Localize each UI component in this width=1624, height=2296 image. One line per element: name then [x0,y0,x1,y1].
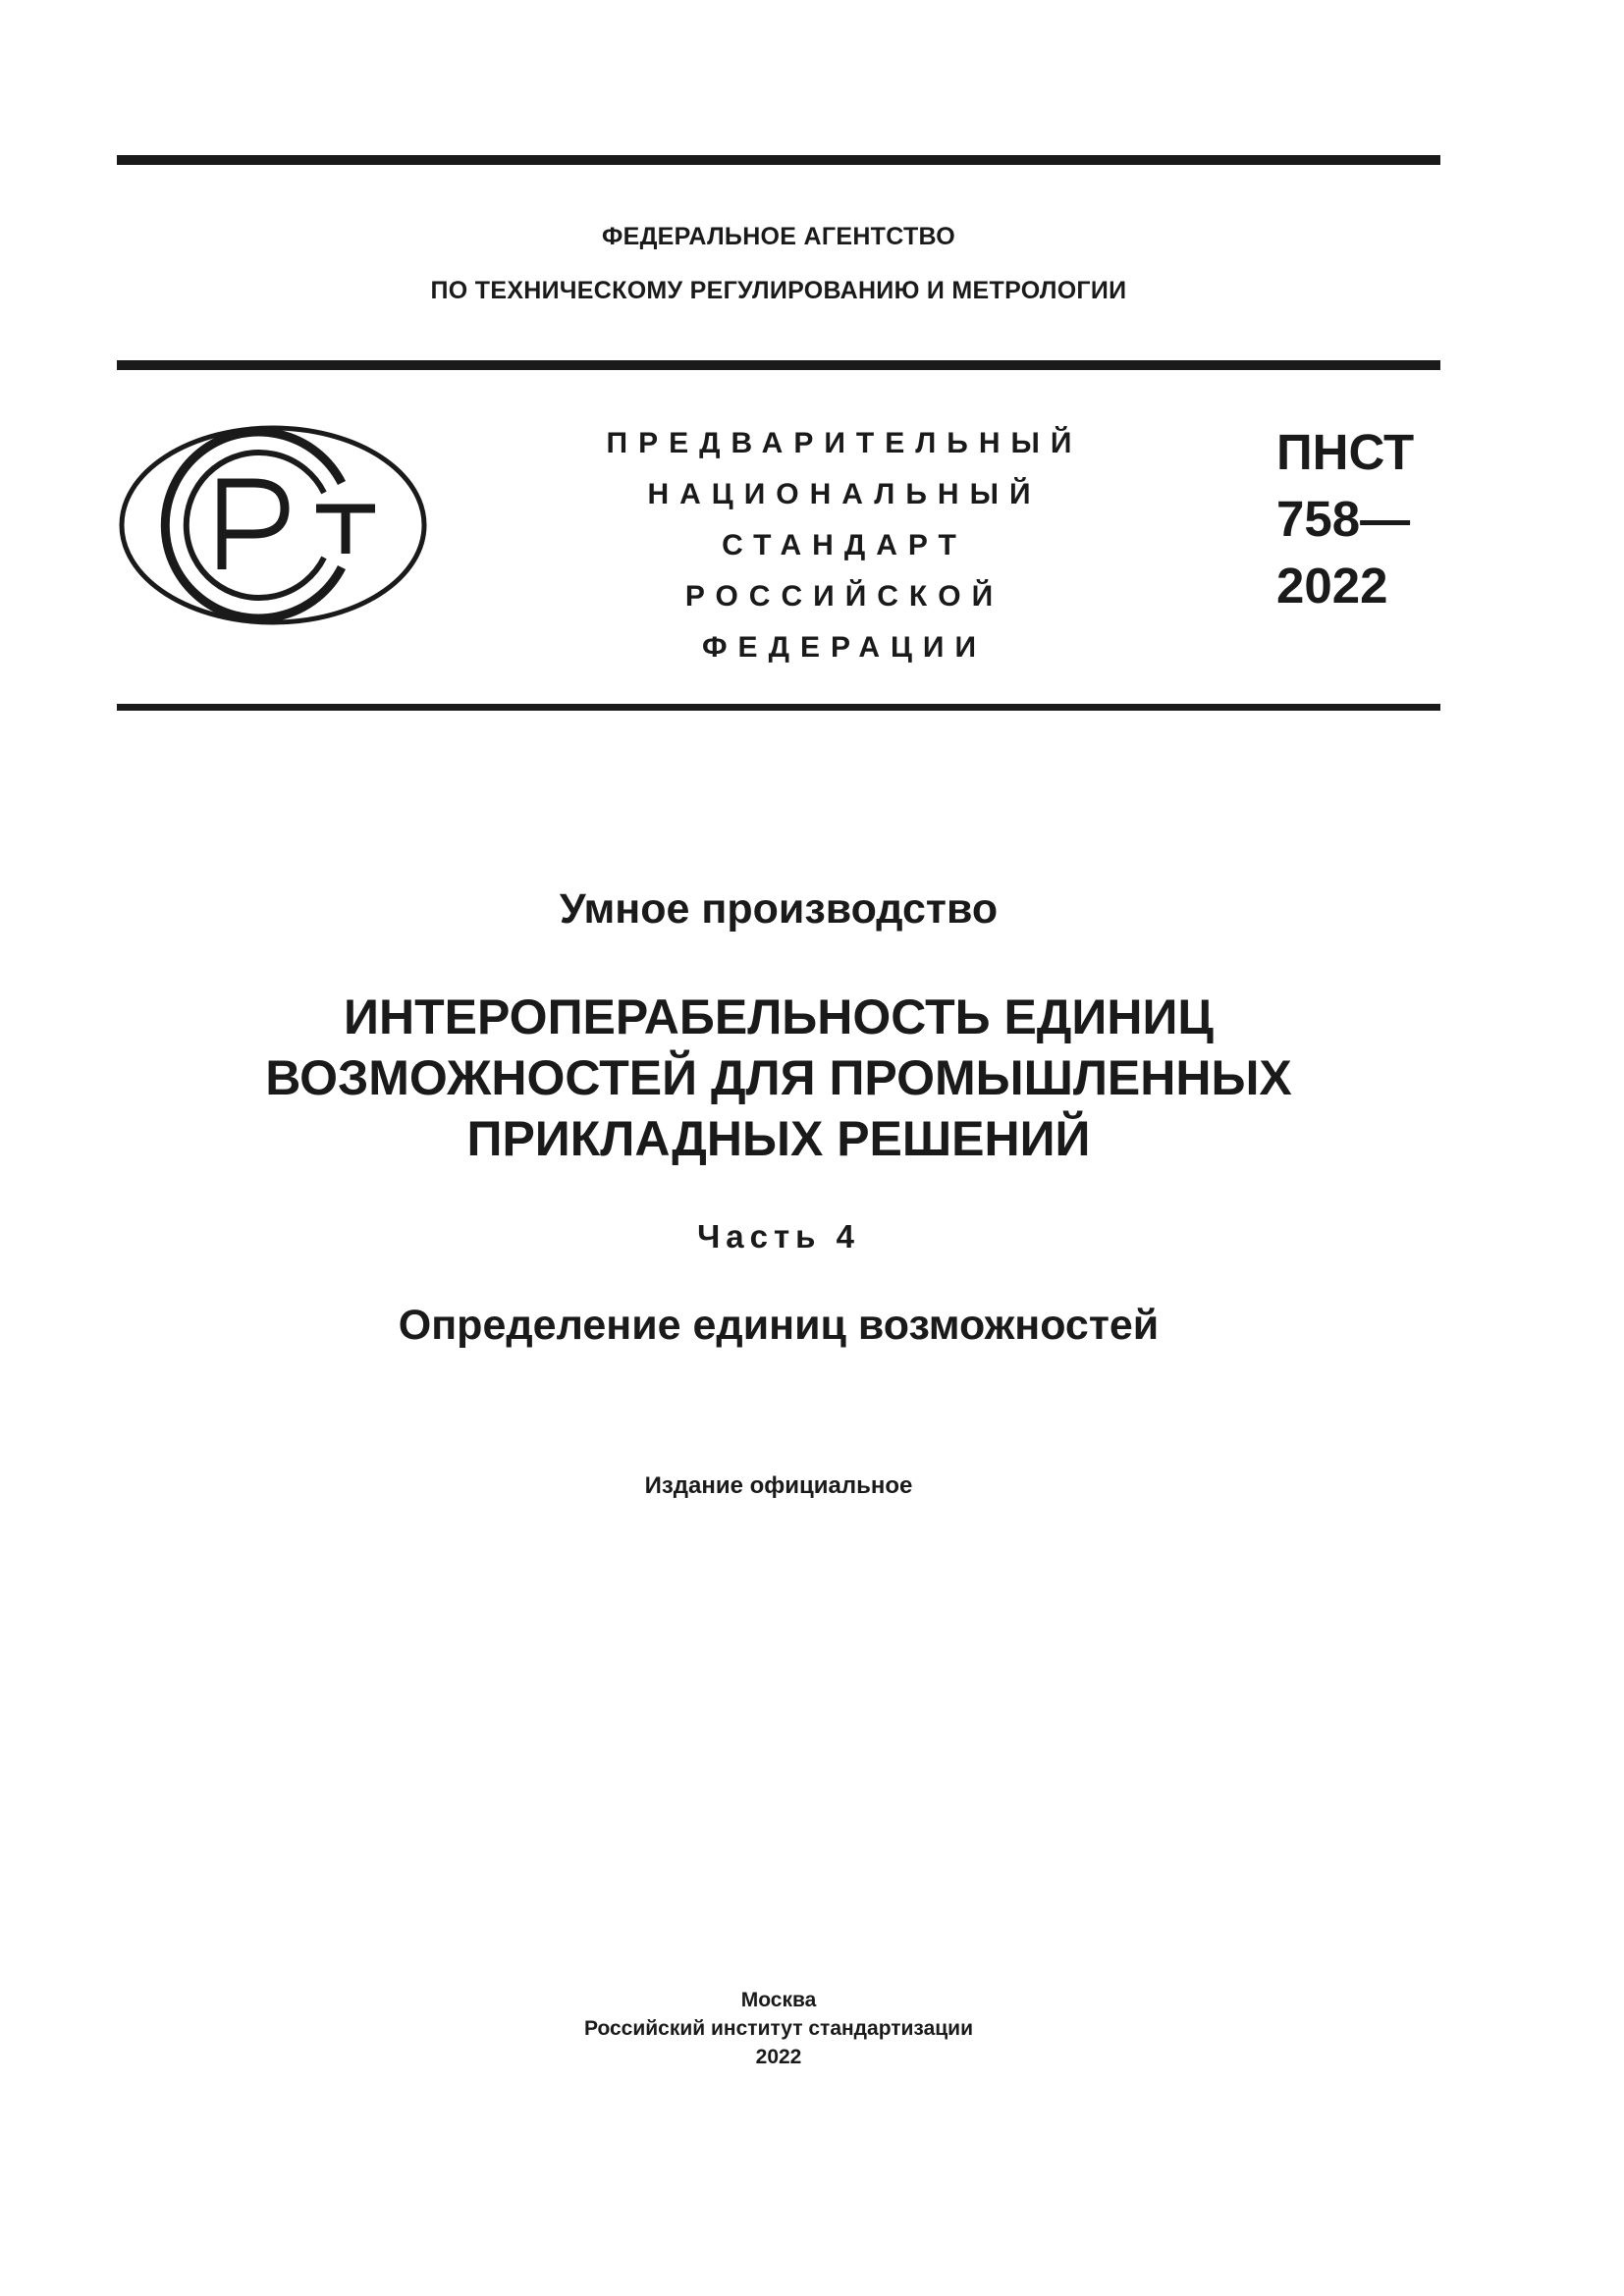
imprint-city: Москва [740,1989,817,2011]
top-rule [117,155,1440,165]
standard-code-line: 758— [1276,491,1411,547]
standard-code-line: ПНСТ [1276,424,1415,480]
standard-type-line: РОССИЙСКОЙ [684,580,1004,613]
standard-type-line: СТАНДАРТ [722,529,967,561]
edition-note: Издание официальное [644,1472,913,1499]
standard-type-line: НАЦИОНАЛЬНЫЙ [647,478,1042,510]
imprint [117,1986,1440,2071]
standard-type-line: ФЕДЕРАЦИИ [701,631,988,664]
document-title [117,987,1440,1169]
series-title: Умное производство [559,885,999,933]
document-subtitle: Определение единиц возможностей [398,1302,1160,1349]
standard-code [1276,419,1414,619]
standard-type [550,418,1139,673]
title-line: ПРИКЛАДНЫХ РЕШЕНИЙ [466,1111,1091,1166]
header-bottom-rule [117,704,1440,711]
part-number: Часть 4 [697,1218,860,1255]
imprint-publisher: Российский институт стандартизации [583,2017,974,2040]
agency-line-2: ПО ТЕХНИЧЕСКОМУ РЕГУЛИРОВАНИЮ И МЕТРОЛОГИИ [430,277,1127,304]
gost-r-logo-icon [116,422,430,628]
imprint-year: 2022 [755,2046,802,2068]
title-line: ИНТЕРОПЕРАБЕЛЬНОСТЬ ЕДИНИЦ [344,989,1214,1044]
header-rule [117,360,1440,370]
standard-code-line: 2022 [1276,558,1388,614]
agency-line-1: ФЕДЕРАЛЬНОЕ АГЕНТСТВО [601,223,956,250]
title-line: ВОЗМОЖНОСТЕЙ ДЛЯ ПРОМЫШЛЕННЫХ [265,1050,1292,1105]
standard-type-line: ПРЕДВАРИТЕЛЬНЫЙ [606,427,1083,459]
